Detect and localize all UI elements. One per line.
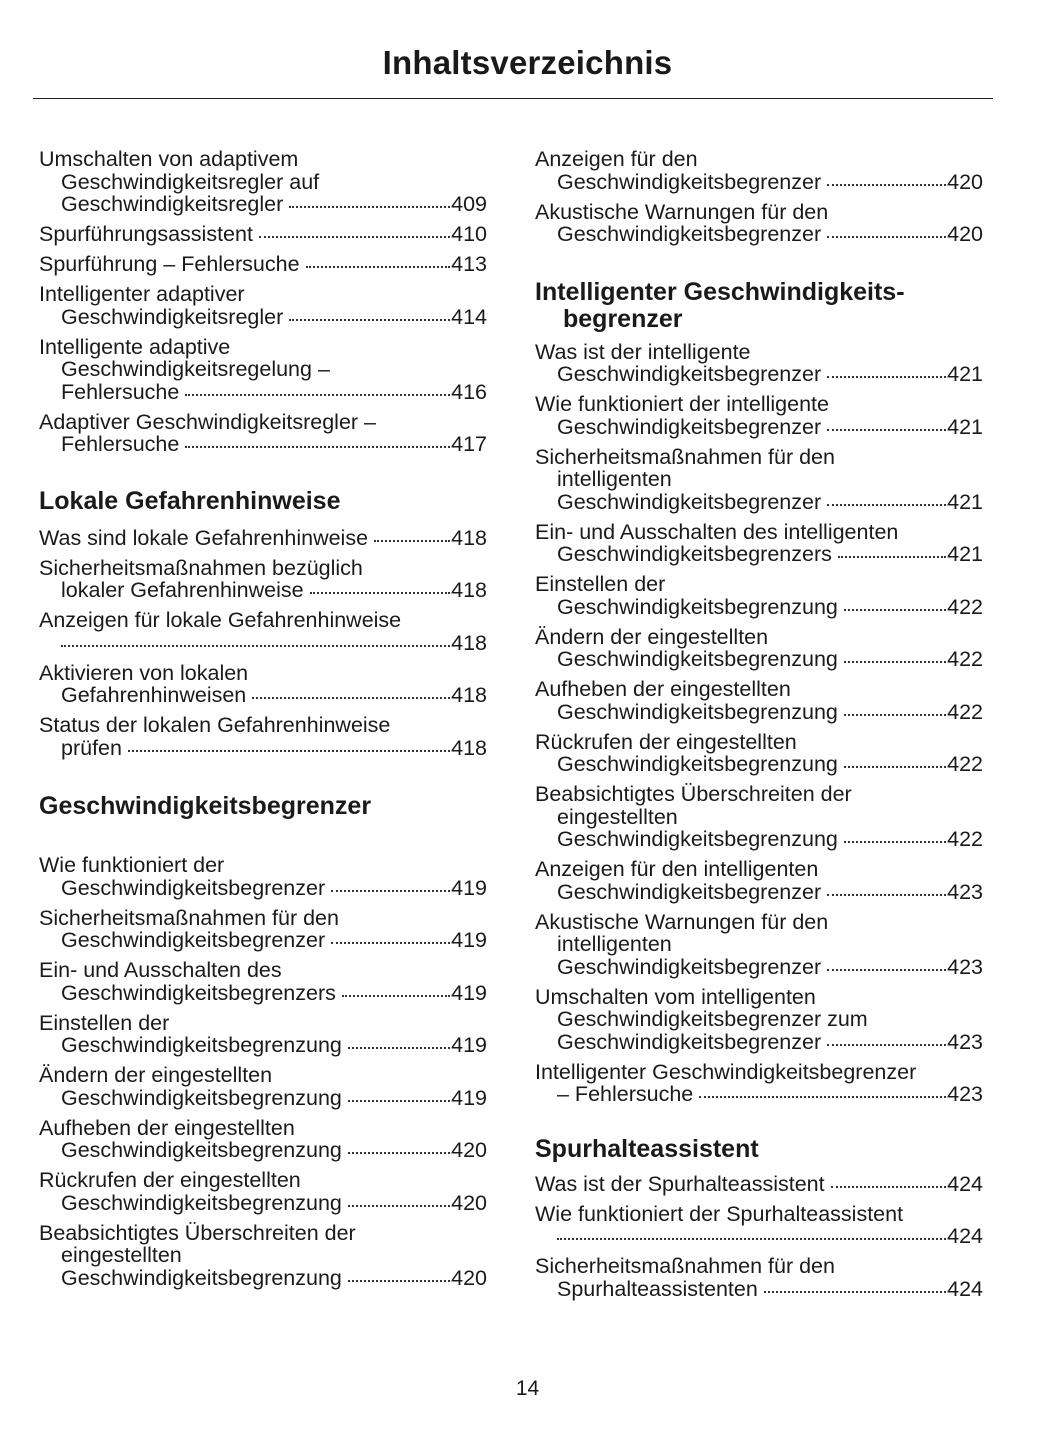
- toc-entry-text: eingestellten: [61, 1243, 182, 1267]
- toc-page-number: 419: [451, 1033, 487, 1057]
- toc-entry-text: Intelligenter Geschwindigkeitsbegrenzer: [535, 1059, 917, 1084]
- toc-entry[interactable]: [39, 557, 487, 602]
- toc-entry-last-line: [535, 828, 983, 851]
- toc-entry-text: eingestellten: [557, 804, 678, 829]
- dot-leader: [827, 184, 946, 186]
- toc-page-number: 413: [451, 252, 487, 276]
- toc-entry-text: Geschwindigkeitsbegrenzung: [557, 827, 838, 851]
- toc-page-number: 418: [451, 683, 487, 707]
- dot-leader: [289, 206, 450, 208]
- toc-entry-line: [39, 1064, 487, 1087]
- toc-page-number: 424: [947, 1224, 983, 1248]
- toc-entry-last-line: [535, 1173, 983, 1196]
- section-heading: Lokale Gefahrenhinweise: [39, 486, 341, 515]
- toc-page-number: 420: [451, 1190, 487, 1215]
- section-heading: [535, 279, 983, 333]
- toc-entry-text: Sicherheitsmaßnahmen bezüglich: [39, 555, 363, 580]
- page-title: Inhaltsverzeichnis: [382, 44, 673, 81]
- toc-entry-text: Aufheben der eingestellten: [39, 1115, 295, 1140]
- toc-entry-line: [535, 341, 983, 364]
- dot-leader: [289, 319, 450, 321]
- toc-entry-text: Geschwindigkeitsregler: [61, 304, 284, 329]
- toc-entry-text: Geschwindigkeitsbegrenzer: [557, 1029, 822, 1054]
- toc-entry[interactable]: [39, 411, 487, 456]
- toc-entry-line: [535, 678, 983, 701]
- toc-entry-text: prüfen: [61, 735, 122, 760]
- toc-entry-text: Geschwindigkeitsregler auf: [61, 169, 320, 194]
- dot-leader: [844, 609, 946, 611]
- toc-page-number: 421: [947, 362, 983, 386]
- toc-entry-line: [39, 411, 487, 434]
- toc-entry-last-line: [535, 881, 983, 904]
- dot-leader: [61, 645, 450, 647]
- toc-entry-last-line: [39, 433, 487, 456]
- toc-entry-text: Beabsichtigtes Überschreiten der: [535, 782, 852, 806]
- toc-entry-last-line: [535, 648, 983, 671]
- toc-entry-line: [39, 557, 487, 580]
- toc-entry-line: [535, 446, 983, 469]
- dot-leader: [306, 266, 451, 268]
- toc-entry-text: Geschwindigkeitsbegrenzung: [557, 647, 838, 671]
- toc-entry-text: Geschwindigkeitsbegrenzung: [557, 594, 838, 619]
- toc-group: [39, 854, 487, 1289]
- toc-entry-text: Was ist der intelligente: [535, 339, 751, 364]
- dot-leader: [827, 969, 946, 971]
- toc-entry[interactable]: [39, 527, 487, 550]
- dot-leader: [128, 750, 450, 752]
- toc-entry-last-line: [39, 737, 487, 760]
- dot-leader: [348, 1047, 450, 1049]
- toc-entry-text: Geschwindigkeitsbegrenzer: [557, 414, 822, 439]
- toc-entry-line: [39, 148, 487, 171]
- toc-page-number: 418: [451, 630, 487, 655]
- toc-entry[interactable]: [39, 1012, 487, 1057]
- toc-page-number: 420: [947, 222, 983, 246]
- dot-leader: [844, 661, 946, 663]
- dot-leader: [764, 1291, 946, 1293]
- toc-entry-line: [39, 1244, 487, 1267]
- toc-entry-text: Einstellen der: [535, 572, 666, 596]
- toc-entry-text: Geschwindigkeitsbegrenzung: [557, 752, 838, 776]
- toc-entry-text: Was sind lokale Gefahrenhinweise: [39, 525, 369, 550]
- toc-entry-text: Fehlersuche: [61, 379, 180, 404]
- toc-page-number: 418: [451, 578, 487, 602]
- toc-page-number: 421: [947, 414, 983, 439]
- toc-entry-text: Geschwindigkeitsbegrenzers: [557, 542, 832, 566]
- toc-entry[interactable]: [39, 1169, 487, 1214]
- toc-entry-text: Anzeigen für den: [535, 147, 698, 171]
- toc-entry[interactable]: [535, 148, 983, 193]
- dot-leader: [348, 1280, 450, 1282]
- toc-entry-line: [39, 662, 487, 685]
- toc-entry-line: [39, 609, 487, 632]
- toc-entry[interactable]: [535, 201, 983, 246]
- dot-leader: [374, 540, 450, 542]
- toc-page-number: 419: [451, 980, 487, 1005]
- toc-entry-line: [39, 1012, 487, 1035]
- toc-entry-last-line: [39, 632, 487, 655]
- toc-page-number: 422: [947, 699, 983, 724]
- toc-group: [39, 148, 487, 456]
- toc-entry[interactable]: [39, 662, 487, 707]
- toc-entry-line: [535, 201, 983, 224]
- toc-entry-line: [39, 283, 487, 306]
- toc-page-number: 421: [947, 542, 983, 566]
- toc-page-number: 417: [451, 432, 487, 456]
- toc-page-number: 419: [451, 1085, 487, 1110]
- toc-page-number: 420: [451, 1138, 487, 1162]
- dot-leader: [185, 446, 450, 448]
- toc-entry-text: Geschwindigkeitsbegrenzer: [557, 362, 822, 386]
- toc-entry-line: [535, 626, 983, 649]
- toc-entry-text: – Fehlersuche: [557, 1082, 694, 1106]
- toc-page-number: 424: [947, 1171, 983, 1196]
- dot-leader: [827, 376, 946, 378]
- toc-entry-last-line: [535, 543, 983, 566]
- dot-leader: [844, 766, 946, 768]
- toc-entry[interactable]: [39, 283, 487, 328]
- toc-entry-last-line: [39, 929, 487, 952]
- toc-entry-text: Wie funktioniert der: [39, 853, 225, 877]
- toc-entry[interactable]: [535, 986, 983, 1054]
- toc-entry[interactable]: [39, 253, 487, 276]
- page-number: 14: [515, 1377, 540, 1400]
- toc-page-number: 418: [451, 735, 487, 760]
- toc-group: [535, 341, 983, 1106]
- section-heading: Geschwindigkeitsbegrenzer: [39, 792, 372, 820]
- toc-entry-text: Geschwindigkeitsbegrenzer zum: [557, 1007, 868, 1031]
- toc-entry[interactable]: [535, 1061, 983, 1106]
- toc-entry-text: Anzeigen für lokale Gefahrenhinweise: [39, 608, 402, 632]
- dot-leader: [827, 236, 946, 238]
- toc-entry-text: Ein- und Ausschalten des: [39, 958, 282, 982]
- toc-entry-text: Wie funktioniert der intelligente: [535, 392, 829, 416]
- dot-leader: [844, 714, 946, 716]
- dot-leader: [259, 236, 450, 238]
- toc-entry-text: Umschalten vom intelligenten: [535, 984, 816, 1009]
- toc-entry[interactable]: [39, 714, 487, 759]
- toc-entry[interactable]: [535, 393, 983, 438]
- toc-entry-last-line: [535, 363, 983, 386]
- dot-leader: [331, 942, 450, 944]
- toc-entry[interactable]: [535, 678, 983, 723]
- toc-entry-last-line: [535, 1031, 983, 1054]
- toc-entry-last-line: [535, 1278, 983, 1301]
- toc-entry-last-line: [535, 223, 983, 246]
- toc-entry-text: Ändern der eingestellten: [39, 1063, 273, 1087]
- toc-page-number: 414: [451, 304, 487, 329]
- toc-entry-line: [535, 393, 983, 416]
- toc-entry-line: [535, 911, 983, 934]
- toc-column-left: [39, 148, 487, 1297]
- toc-entry-line: [39, 336, 487, 359]
- toc-entry-text: Ändern der eingestellten: [535, 624, 769, 649]
- dot-leader: [310, 592, 451, 594]
- dot-leader: [838, 556, 946, 558]
- dot-leader: [252, 697, 450, 699]
- toc-entry-text: Einstellen der: [39, 1010, 170, 1035]
- toc-entry-text: Geschwindigkeitsbegrenzung: [61, 1138, 342, 1162]
- toc-entry[interactable]: [39, 1222, 487, 1290]
- toc-entry-text: Geschwindigkeitsbegrenzer: [557, 222, 822, 246]
- toc-page-number: 420: [947, 169, 983, 194]
- toc-entry-text: intelligenten: [557, 932, 672, 956]
- toc-entry-line: [39, 1117, 487, 1140]
- toc-entry-last-line: [535, 701, 983, 724]
- toc-entry-last-line: [39, 381, 487, 404]
- toc-page-number: 409: [451, 192, 487, 216]
- title-rule: [33, 98, 993, 99]
- toc-page-number: 422: [947, 647, 983, 671]
- toc-entry[interactable]: [535, 341, 983, 386]
- dot-leader: [348, 1100, 450, 1102]
- toc-entry-line: [39, 907, 487, 930]
- toc-entry-text: Intelligenter adaptiver: [39, 282, 245, 306]
- toc-entry-text: Gefahrenhinweisen: [61, 683, 247, 707]
- toc-entry[interactable]: [535, 446, 983, 514]
- dot-leader: [827, 504, 946, 506]
- toc-page-number: 423: [947, 1029, 983, 1054]
- toc-entry-line: [535, 806, 983, 829]
- toc-page-number: 424: [947, 1276, 983, 1301]
- toc-page-number: 416: [451, 379, 487, 404]
- toc-entry-last-line: [535, 596, 983, 619]
- toc-entry-line: [39, 714, 487, 737]
- toc-entry-text: Geschwindigkeitsregelung –: [61, 357, 330, 381]
- toc-entry-last-line: [39, 1267, 487, 1290]
- toc-page-number: 410: [451, 222, 487, 246]
- toc-entry-line: [39, 854, 487, 877]
- toc-page-number: 418: [451, 525, 487, 550]
- dot-leader: [831, 1186, 947, 1188]
- toc-entry[interactable]: [39, 1117, 487, 1162]
- toc-entry[interactable]: [535, 731, 983, 776]
- toc-entry-last-line: [39, 982, 487, 1005]
- toc-entry-text: Ein- und Ausschalten des intelligenten: [535, 519, 899, 544]
- toc-entry-line: [535, 858, 983, 881]
- toc-entry-text: Geschwindigkeitsbegrenzung: [557, 699, 838, 724]
- toc-entry-text: Geschwindigkeitsbegrenzers: [61, 980, 336, 1005]
- toc-entry[interactable]: [535, 783, 983, 851]
- toc-entry-text: Sicherheitsmaßnahmen für den: [535, 1254, 835, 1278]
- toc-page-number: 419: [451, 928, 487, 952]
- toc-entry-text: Fehlersuche: [61, 432, 180, 456]
- toc-entry-line: [535, 148, 983, 171]
- toc-entry-text: Was ist der Spurhalteassistent: [535, 1171, 825, 1196]
- toc-entry-line: [535, 573, 983, 596]
- toc-entry-line: [535, 1255, 983, 1278]
- toc-entry-line: [39, 358, 487, 381]
- section-heading-line: begrenzer: [563, 304, 683, 333]
- toc-entry-text: Geschwindigkeitsbegrenzung: [61, 1265, 342, 1290]
- toc-entry-last-line: [39, 306, 487, 329]
- toc-entry-last-line: [39, 223, 487, 246]
- toc-entry-text: Geschwindigkeitsbegrenzer: [61, 928, 326, 952]
- toc-entry-text: Akustische Warnungen für den: [535, 199, 829, 224]
- toc-entry-text: Geschwindigkeitsbegrenzer: [557, 879, 822, 904]
- toc-group: [535, 1173, 983, 1301]
- toc-entry-text: Anzeigen für den intelligenten: [535, 857, 819, 881]
- dot-leader: [557, 1238, 946, 1240]
- toc-entry-text: Rückrufen der eingestellten: [535, 729, 797, 754]
- toc-entry-text: Geschwindigkeitsregler: [61, 192, 284, 216]
- dot-leader: [331, 890, 450, 892]
- dot-leader: [185, 394, 450, 396]
- section-heading: Spurhalteassistent: [535, 1134, 759, 1163]
- toc-page-number: 423: [947, 954, 983, 979]
- toc-entry-text: Geschwindigkeitsbegrenzung: [61, 1033, 342, 1057]
- dot-leader: [827, 429, 946, 431]
- toc-entry-text: Geschwindigkeitsbegrenzer: [557, 954, 822, 979]
- toc-entry-text: Geschwindigkeitsbegrenzer: [61, 875, 326, 900]
- dot-leader: [827, 1044, 946, 1046]
- toc-page-number: 422: [947, 594, 983, 619]
- toc-entry-text: Sicherheitsmaßnahmen für den: [39, 905, 339, 930]
- toc-entry-line: [535, 933, 983, 956]
- toc-entry-line: [535, 1008, 983, 1031]
- toc-entry-text: Akustische Warnungen für den: [535, 909, 829, 934]
- dot-leader: [827, 894, 946, 896]
- toc-entry[interactable]: [535, 573, 983, 618]
- toc-entry-last-line: [535, 956, 983, 979]
- toc-entry-line: [39, 959, 487, 982]
- toc-entry-text: Status der lokalen Gefahrenhinweise: [39, 713, 391, 737]
- toc-page-number: 422: [947, 752, 983, 776]
- toc-entry-last-line: [39, 1034, 487, 1057]
- toc-entry[interactable]: [535, 626, 983, 671]
- toc-entry[interactable]: [39, 148, 487, 216]
- toc-entry-last-line: [39, 579, 487, 602]
- toc-group: [39, 527, 487, 760]
- toc-column-right: [535, 148, 983, 1308]
- toc-entry-line: [535, 731, 983, 754]
- toc-entry-text: Adaptiver Geschwindigkeitsregler –: [39, 409, 376, 434]
- toc-entry[interactable]: [39, 854, 487, 899]
- toc-page-number: 423: [947, 879, 983, 904]
- dot-leader: [342, 995, 450, 997]
- toc-entry[interactable]: [535, 1255, 983, 1300]
- toc-entry-text: Geschwindigkeitsbegrenzer: [557, 489, 822, 514]
- toc-entry-line: [535, 521, 983, 544]
- toc-page-number: 421: [947, 489, 983, 514]
- dot-leader: [348, 1205, 450, 1207]
- toc-entry-line: [39, 171, 487, 194]
- toc-entry[interactable]: [535, 1203, 983, 1248]
- toc-entry-last-line: [39, 1139, 487, 1162]
- toc-entry[interactable]: [39, 609, 487, 654]
- toc-entry[interactable]: [39, 223, 487, 246]
- toc-page-number: 422: [947, 827, 983, 851]
- toc-entry[interactable]: [39, 1064, 487, 1109]
- toc-entry[interactable]: [535, 911, 983, 979]
- toc-entry-line: [535, 986, 983, 1009]
- toc-entry-text: Umschalten von adaptivem: [39, 147, 299, 171]
- toc-entry-line: [39, 1169, 487, 1192]
- toc-entry[interactable]: [39, 907, 487, 952]
- toc-entry-line: [535, 468, 983, 491]
- toc-entry[interactable]: [535, 521, 983, 566]
- toc-entry-text: Sicherheitsmaßnahmen für den: [535, 444, 835, 469]
- toc-entry-text: Intelligente adaptive: [39, 334, 231, 359]
- toc-entry-last-line: [535, 1083, 983, 1106]
- toc-group: [535, 148, 983, 246]
- toc-entry-text: Beabsichtigtes Überschreiten der: [39, 1220, 356, 1245]
- toc-entry-text: Aufheben der eingestellten: [535, 677, 791, 701]
- toc-entry-last-line: [39, 1192, 487, 1215]
- toc-entry-last-line: [39, 877, 487, 900]
- section-heading-line: Intelligenter Geschwindigkeits-: [535, 277, 905, 306]
- dot-leader: [699, 1096, 946, 1098]
- toc-entry-text: Geschwindigkeitsbegrenzer: [557, 169, 822, 194]
- toc-page-number: 419: [451, 875, 487, 900]
- toc-entry[interactable]: [535, 858, 983, 903]
- dot-leader: [844, 841, 946, 843]
- toc-entry-text: Spurhalteassistenten: [557, 1276, 758, 1301]
- toc-entry-line: [535, 1203, 983, 1226]
- toc-entry[interactable]: [39, 336, 487, 404]
- toc-entry-last-line: [39, 1087, 487, 1110]
- toc-entry-text: intelligenten: [557, 467, 672, 491]
- toc-entry-last-line: [39, 193, 487, 216]
- toc-entry-line: [39, 1222, 487, 1245]
- toc-entry[interactable]: [535, 1173, 983, 1196]
- toc-entry-last-line: [535, 491, 983, 514]
- toc-entry-line: [535, 783, 983, 806]
- toc-entry-last-line: [39, 684, 487, 707]
- toc-entry[interactable]: [39, 959, 487, 1004]
- toc-page-number: 420: [451, 1265, 487, 1290]
- toc-entry-text: Geschwindigkeitsbegrenzung: [61, 1190, 342, 1215]
- toc-entry-text: Aktivieren von lokalen: [39, 660, 249, 685]
- toc-entry-text: Geschwindigkeitsbegrenzung: [61, 1085, 342, 1110]
- toc-entry-last-line: [535, 753, 983, 776]
- toc-entry-last-line: [535, 171, 983, 194]
- toc-entry-text: Wie funktioniert der Spurhalteassistent: [535, 1201, 904, 1226]
- dot-leader: [348, 1152, 450, 1154]
- toc-entry-last-line: [535, 1225, 983, 1248]
- toc-entry-text: lokaler Gefahrenhinweise: [61, 578, 304, 602]
- toc-entry-line: [535, 1061, 983, 1084]
- toc-entry-last-line: [535, 416, 983, 439]
- toc-entry-text: Rückrufen der eingestellten: [39, 1168, 301, 1192]
- toc-entry-text: Spurführungsassistent: [39, 222, 253, 246]
- toc-entry-text: Spurführung – Fehlersuche: [39, 252, 300, 276]
- toc-entry-last-line: [39, 527, 487, 550]
- toc-entry-last-line: [39, 253, 487, 276]
- toc-page-number: 423: [947, 1082, 983, 1106]
